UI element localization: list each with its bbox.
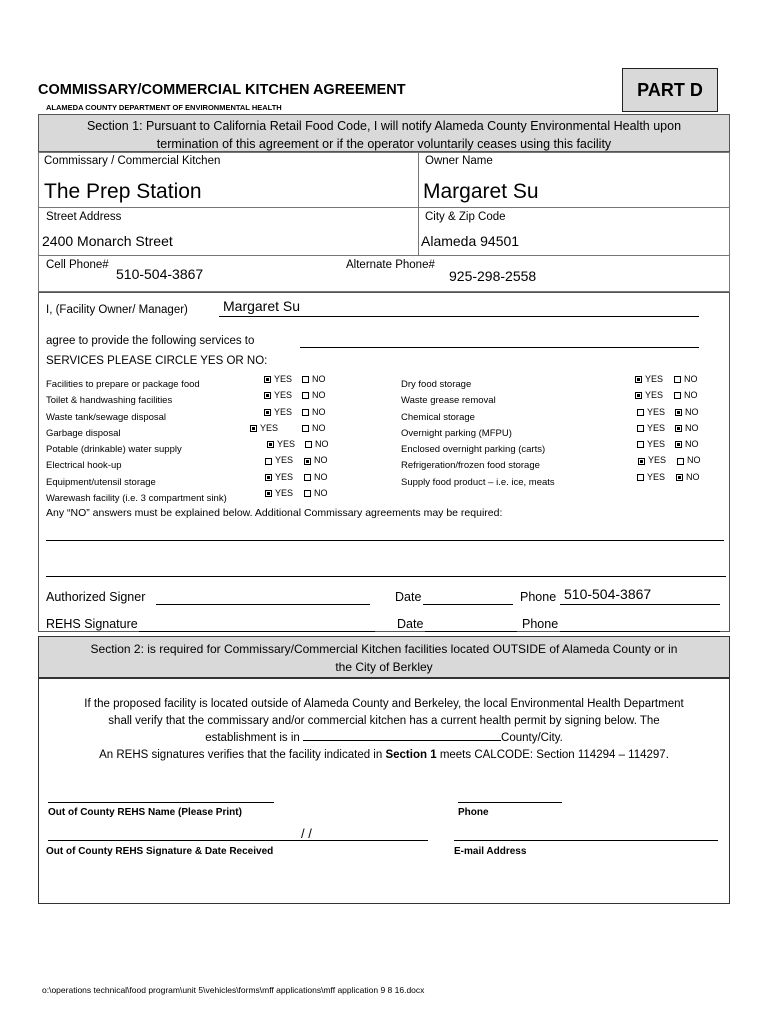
service-row [46,390,346,406]
service-row [401,374,721,390]
service-row [46,472,346,488]
no-option[interactable]: NO [302,374,326,384]
cell-phone-field[interactable]: 510-504-3867 [116,266,204,282]
service-name: Overnight parking (MFPU) [401,427,512,439]
service-row [401,390,721,406]
checkbox-icon[interactable] [637,409,644,416]
agree-field[interactable] [300,347,699,348]
county-city-field[interactable] [303,730,501,741]
service-name: Facilities to prepare or package food [46,379,200,390]
service-name: Toilet & handwashing facilities [46,395,173,407]
no-option[interactable]: NO [676,472,700,482]
service-name: Dry food storage [401,379,472,390]
yes-option[interactable]: YES [265,488,293,498]
authorized-signer-label: Authorized Signer [46,590,146,604]
facility-owner-field[interactable]: Margaret Su [223,298,301,314]
service-name: Electrical hook-up [46,460,122,472]
checkbox-checked-icon[interactable] [265,474,272,481]
yes-option[interactable]: YES [637,423,665,433]
agree-label: agree to provide the following services to [46,335,255,347]
file-path-footer: o:\operations technical\food program\unit 5\vehicles\forms\mff applications\mff application 9 8 16.docx [42,985,425,995]
checkbox-checked-icon[interactable] [635,392,642,399]
no-option[interactable]: NO [674,390,698,400]
section2-header-line1: Section 2: is required for Commissary/Commercial Kitchen facilities located OUTSIDE of Alameda County or in [90,642,678,656]
checkbox-icon[interactable] [302,409,309,416]
section2-paragraph [40,696,728,764]
service-name: Warewash facility (i.e. 3 compartment sink) [46,493,227,505]
service-row [46,423,346,439]
service-row [401,407,721,423]
service-row [46,439,346,455]
services-left-list [46,374,346,504]
owner-label: Owner Name [425,155,493,167]
department-name: ALAMEDA COUNTY DEPARTMENT OF ENVIRONMENTAL HEALTH [46,103,282,112]
yes-option[interactable]: YES [635,374,663,384]
no-option[interactable]: NO [304,472,328,482]
section2-line1: If the proposed facility is located outside of Alameda County and Berkeley, the local Environmental Health Department [84,698,684,710]
info-row-divider [38,207,730,208]
no-option[interactable]: NO [675,407,699,417]
phone-field[interactable]: 510-504-3867 [564,586,652,602]
section1-header-line1: Section 1: Pursuant to California Retail Food Code, I will notify Alameda County Environmental Health upon [86,119,682,133]
no-option[interactable]: NO [302,390,326,400]
explanation-line-1[interactable] [46,540,724,541]
rehs-signature-date-field[interactable] [48,840,428,841]
phone-label: Phone [520,590,557,604]
checkbox-checked-icon[interactable] [264,376,271,383]
date-label: Date [395,590,422,604]
section2-phone-field[interactable] [458,802,562,803]
service-row [401,439,721,455]
checkbox-checked-icon[interactable] [676,474,683,481]
checkbox-checked-icon[interactable] [304,458,311,465]
commissary-field[interactable]: The Prep Station [44,180,202,203]
section2-line3: establishment is in County/City. [205,732,563,744]
service-name: Potable (drinkable) water supply [46,444,182,456]
commissary-label: Commissary / Commercial Kitchen [44,155,221,167]
service-row [46,407,346,423]
checkbox-checked-icon[interactable] [635,376,642,383]
date-field[interactable] [423,604,513,605]
section2-header [38,636,730,678]
checkbox-icon[interactable] [305,441,312,448]
checkbox-icon[interactable] [302,376,309,383]
info-divider [418,152,419,256]
no-option[interactable]: NO [674,374,698,384]
form-title: COMMISSARY/COMMERCIAL KITCHEN AGREEMENT [38,82,406,98]
service-name: Waste tank/sewage disposal [46,411,167,423]
services-right-list [401,374,721,488]
yes-option[interactable]: YES [250,423,278,433]
service-name: Chemical storage [401,411,475,423]
service-row [46,455,346,471]
yes-option[interactable]: YES [635,390,663,400]
section2-header-line2: the City of Berkley [335,660,433,674]
checkbox-checked-icon[interactable] [264,409,271,416]
checkbox-icon[interactable] [304,474,311,481]
checkbox-checked-icon[interactable] [675,409,682,416]
date-slashes: / / [301,826,312,841]
facility-owner-label: I, (Facility Owner/ Manager) [46,304,188,316]
rehs-name-field[interactable] [48,802,274,803]
service-row [46,374,346,390]
service-name: Supply food product – i.e. ice, meats [401,476,555,488]
section2-line4: An REHS signatures verifies that the facility indicated in Section 1 meets CALCODE: Section 114294 – 114297. [99,749,669,761]
no-option[interactable]: NO [302,423,326,433]
service-row [46,488,346,504]
checkbox-checked-icon[interactable] [264,392,271,399]
no-option[interactable]: NO [677,455,701,465]
checkbox-checked-icon[interactable] [265,490,272,497]
service-name: Enclosed overnight parking (carts) [401,444,546,456]
info-row-divider-2 [38,255,730,256]
alt-phone-label: Alternate Phone# [346,259,435,271]
rehs-signature-field[interactable] [139,631,375,632]
no-option[interactable]: NO [304,455,328,465]
section1-header [38,114,730,152]
authorized-signer-field[interactable] [156,604,370,605]
section2-phone-label: Phone [458,807,489,818]
yes-option[interactable]: YES [264,407,292,417]
checkbox-icon[interactable] [677,458,684,465]
owner-field[interactable]: Margaret Su [423,180,539,203]
service-row [401,423,721,439]
email-label: E-mail Address [454,846,527,857]
checkbox-icon[interactable] [637,474,644,481]
services-label: SERVICES PLEASE CIRCLE YES OR NO: [46,355,268,367]
facility-owner-line [219,316,699,317]
checkbox-icon[interactable] [302,392,309,399]
rehs-sig-label: Out of County REHS Signature & Date Received [46,846,274,857]
checkbox-icon[interactable] [637,441,644,448]
yes-option[interactable]: YES [638,455,666,465]
city-field[interactable]: Alameda 94501 [421,233,520,249]
checkbox-icon[interactable] [674,392,681,399]
city-label: City & Zip Code [425,211,506,223]
yes-option[interactable]: YES [264,390,292,400]
checkbox-icon[interactable] [674,376,681,383]
no-option[interactable]: NO [675,423,699,433]
service-name: Equipment/utensil storage [46,476,156,488]
rehs-signature-label: REHS Signature [46,617,138,631]
email-field[interactable] [454,840,718,841]
rehs-date-label: Date [397,617,424,631]
street-field[interactable]: 2400 Monarch Street [42,233,173,249]
part-badge: PART D [622,68,718,112]
service-row [401,455,721,471]
cell-phone-label: Cell Phone# [46,259,109,271]
yes-option[interactable]: YES [265,472,293,482]
service-row [401,472,721,488]
rehs-phone-field[interactable] [560,631,720,632]
yes-option[interactable]: YES [637,407,665,417]
checkbox-icon[interactable] [637,425,644,432]
checkbox-icon[interactable] [265,458,272,465]
checkbox-checked-icon[interactable] [675,425,682,432]
yes-option[interactable]: YES [267,439,295,449]
yes-option[interactable]: YES [637,439,665,449]
no-option[interactable]: NO [302,407,326,417]
rehs-date-field[interactable] [425,631,517,632]
checkbox-checked-icon[interactable] [675,441,682,448]
yes-option[interactable]: YES [264,374,292,384]
checkbox-checked-icon[interactable] [638,458,645,465]
no-answers-note: Any “NO” answers must be explained below. Additional Commissary agreements may be required: [46,507,503,519]
checkbox-icon[interactable] [302,425,309,432]
no-option[interactable]: NO [675,439,699,449]
section1-header-line2: termination of this agreement or if the operator voluntarily ceases using this facility [156,137,612,151]
checkbox-checked-icon[interactable] [267,441,274,448]
yes-option[interactable]: YES [637,472,665,482]
section2-line2: shall verify that the commissary and/or commercial kitchen has a current health permit by signing below. The [108,715,660,727]
service-name: Refrigeration/frozen food storage [401,460,540,472]
no-option[interactable]: NO [305,439,329,449]
rehs-phone-label: Phone [522,617,559,631]
checkbox-checked-icon[interactable] [250,425,257,432]
yes-option[interactable]: YES [265,455,293,465]
checkbox-icon[interactable] [304,490,311,497]
rehs-name-label: Out of County REHS Name (Please Print) [48,807,242,818]
phone-line [560,604,720,605]
no-option[interactable]: NO [304,488,328,498]
explanation-line-2[interactable] [46,576,726,577]
alt-phone-field[interactable]: 925-298-2558 [449,268,537,284]
street-label: Street Address [46,211,122,223]
service-name: Garbage disposal [46,427,121,439]
service-name: Waste grease removal [401,395,496,407]
